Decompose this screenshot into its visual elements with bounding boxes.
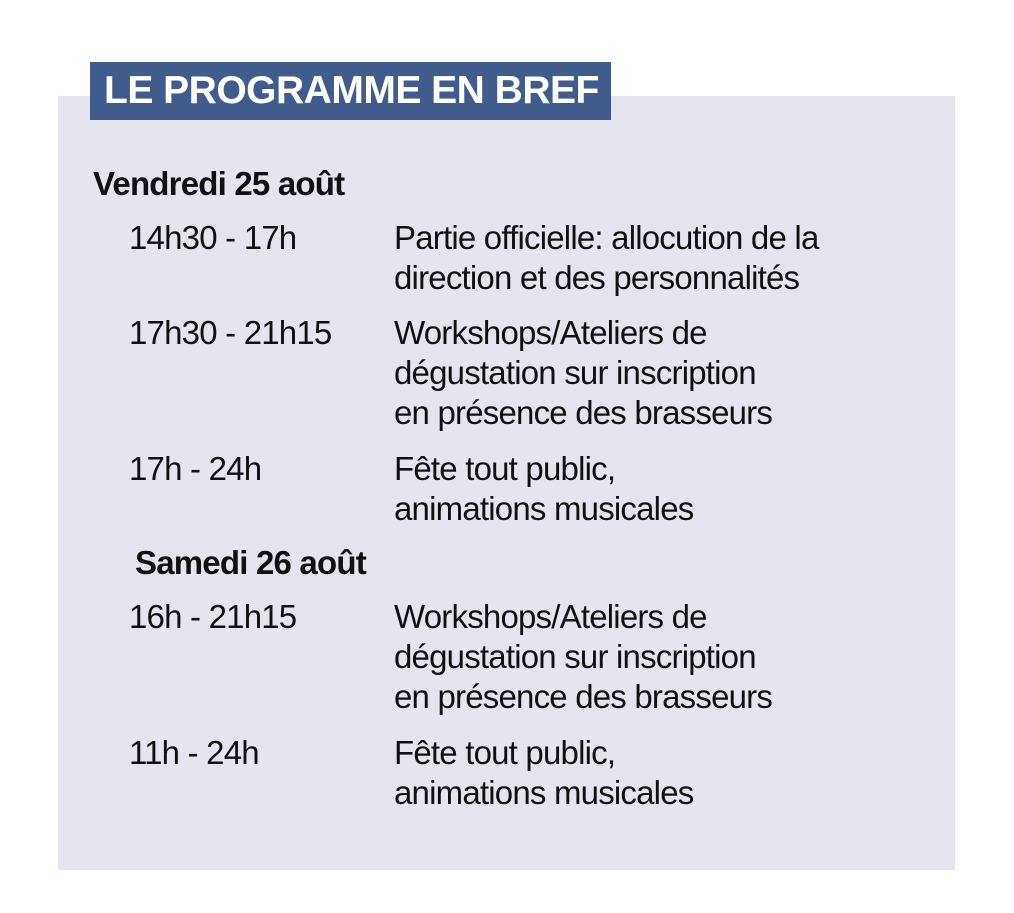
- program-title: LE PROGRAMME EN BREF: [90, 62, 611, 120]
- event-description-line: en présence des brasseurs: [394, 678, 773, 715]
- event-description-line: Fête tout public,: [394, 450, 616, 487]
- event-description: [394, 597, 934, 717]
- event-description-line: en présence des brasseurs: [394, 394, 773, 431]
- event-time: 17h - 24h: [129, 450, 262, 487]
- event-time: 16h - 21h15: [129, 598, 297, 635]
- event-description-line: dégustation sur inscription: [394, 638, 756, 675]
- event-description-line: Workshops/Ateliers de: [394, 598, 707, 635]
- event-time: 17h30 - 21h15: [129, 314, 332, 351]
- event-time: 14h30 - 17h: [129, 219, 297, 256]
- event-description-line: Fête tout public,: [394, 734, 616, 771]
- event-description-line: direction et des personnalités: [394, 259, 800, 296]
- day-heading: Samedi 26 août: [135, 544, 366, 581]
- event-description-line: dégustation sur inscription: [394, 354, 756, 391]
- event-description-line: animations musicales: [394, 490, 694, 527]
- event-description-line: Partie officielle: allocution de la: [394, 219, 819, 256]
- event-description: [394, 449, 934, 529]
- event-description: [394, 218, 934, 298]
- event-description: [394, 733, 934, 813]
- event-description-line: animations musicales: [394, 774, 694, 811]
- event-description-line: Workshops/Ateliers de: [394, 314, 707, 351]
- event-time: 11h - 24h: [129, 734, 259, 771]
- event-description: [394, 313, 934, 433]
- day-heading: Vendredi 25 août: [93, 165, 345, 202]
